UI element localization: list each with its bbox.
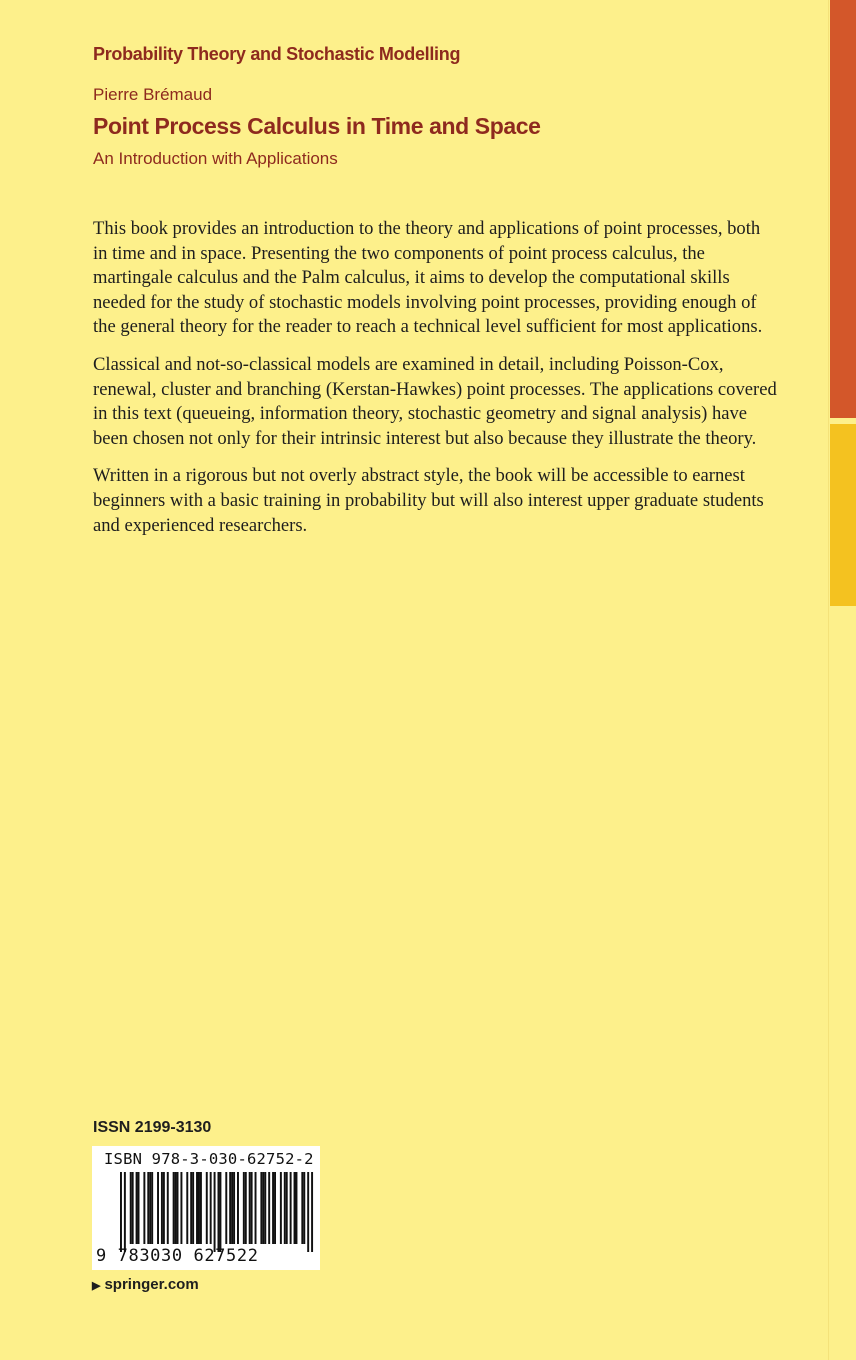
barcode-digits: 9 783030 627522	[96, 1246, 259, 1266]
barcode-bar	[130, 1172, 132, 1244]
barcode-bar	[173, 1172, 175, 1244]
description-paragraph-3: Written in a rigorous but not overly abstract style, the book will be accessible to earnest beginners with a basic training in probability but will also interest upper graduate students and experienced researchers.	[93, 465, 764, 536]
barcode-bar	[307, 1172, 309, 1252]
author-name: Pierre Brémaud	[93, 85, 213, 104]
description-paragraph-2: Classical and not-so-classical models are examined in detail, including Poisson-Cox, renewal, cluster and branching (Kerstan-Hawkes) point processes. The applications covered in this text (queueing, information theory, stochastic geometry and signal analysis) have been chosen not only for their intrinsic interest but also because they illustrate the theory.	[93, 353, 777, 449]
barcode-bar	[286, 1172, 288, 1244]
barcode-bar	[177, 1172, 179, 1244]
barcode-bar	[251, 1172, 253, 1244]
barcode-bar	[294, 1172, 296, 1244]
barcode-bar	[149, 1172, 151, 1244]
barcode-bar	[151, 1172, 153, 1244]
barcode-bar	[192, 1172, 194, 1244]
barcode-bar	[284, 1172, 286, 1244]
barcode-bar	[138, 1172, 140, 1244]
barcode-bar	[175, 1172, 177, 1244]
barcode-bar	[157, 1172, 159, 1244]
barcode-bar	[280, 1172, 282, 1244]
description-paragraph-1: This book provides an introduction to the theory and applications of point processes, both in time and in space. Presenting the two components of point process calculus, the martingale calculus and the Palm calculus, it aims to develop the computational skills needed for the study of stochastic models involving point processes, providing enough of the general theory for the reader to reach a technical level sufficient for most applications.	[93, 218, 763, 338]
barcode-bar	[206, 1172, 208, 1244]
barcode-bar	[132, 1172, 134, 1244]
barcode-bar	[249, 1172, 251, 1244]
barcode-bar	[219, 1172, 221, 1252]
spine-band-yellow	[830, 424, 856, 606]
barcode-bar	[124, 1172, 126, 1252]
barcode-bar	[198, 1172, 200, 1244]
spine-band-orange	[830, 0, 856, 418]
isbn-barcode	[92, 1146, 320, 1270]
barcode-bar	[296, 1172, 298, 1244]
barcode-bar	[260, 1172, 262, 1244]
book-subtitle: An Introduction with Applications	[93, 149, 338, 168]
barcode-bar	[237, 1172, 239, 1244]
barcode-bar	[272, 1172, 274, 1244]
barcode-bar	[268, 1172, 270, 1244]
issn-label: ISSN 2199-3130	[93, 1119, 212, 1136]
barcode-bar	[163, 1172, 165, 1244]
barcode-bar	[274, 1172, 276, 1244]
barcode-bar	[225, 1172, 227, 1244]
barcode-bar	[229, 1172, 231, 1244]
barcode-bar	[143, 1172, 145, 1244]
barcode-bar	[264, 1172, 266, 1244]
triangle-right-icon: ▶	[92, 1280, 101, 1292]
barcode-bar	[136, 1172, 138, 1244]
barcode-bar	[161, 1172, 163, 1244]
isbn-text: ISBN 978-3-030-62752-2	[104, 1150, 314, 1168]
barcode-bar	[245, 1172, 247, 1244]
barcode-bar	[200, 1172, 202, 1244]
barcode-bar	[210, 1172, 212, 1244]
barcode-bar	[190, 1172, 192, 1244]
barcode-bar	[214, 1172, 216, 1252]
barcode-bar	[243, 1172, 245, 1244]
publisher-link-text: springer.com	[104, 1276, 199, 1293]
barcode-bar	[120, 1172, 122, 1252]
barcode-bar	[303, 1172, 305, 1244]
barcode-bar	[233, 1172, 235, 1244]
barcode-bar	[180, 1172, 182, 1244]
barcode-bar	[290, 1172, 292, 1244]
publisher-link[interactable]	[92, 1276, 199, 1293]
book-description	[93, 217, 777, 551]
barcode-bar	[255, 1172, 257, 1244]
barcode-bar	[262, 1172, 264, 1244]
barcode-bar	[147, 1172, 149, 1244]
barcode-bar	[311, 1172, 313, 1252]
barcode-bar	[301, 1172, 303, 1244]
series-title: Probability Theory and Stochastic Modelling	[93, 44, 461, 64]
book-title: Point Process Calculus in Time and Space	[93, 113, 541, 139]
barcode-bar	[218, 1172, 220, 1252]
barcode-bar	[231, 1172, 233, 1244]
barcode-bar	[196, 1172, 198, 1244]
barcode-bar	[186, 1172, 188, 1244]
barcode-bar	[167, 1172, 169, 1244]
